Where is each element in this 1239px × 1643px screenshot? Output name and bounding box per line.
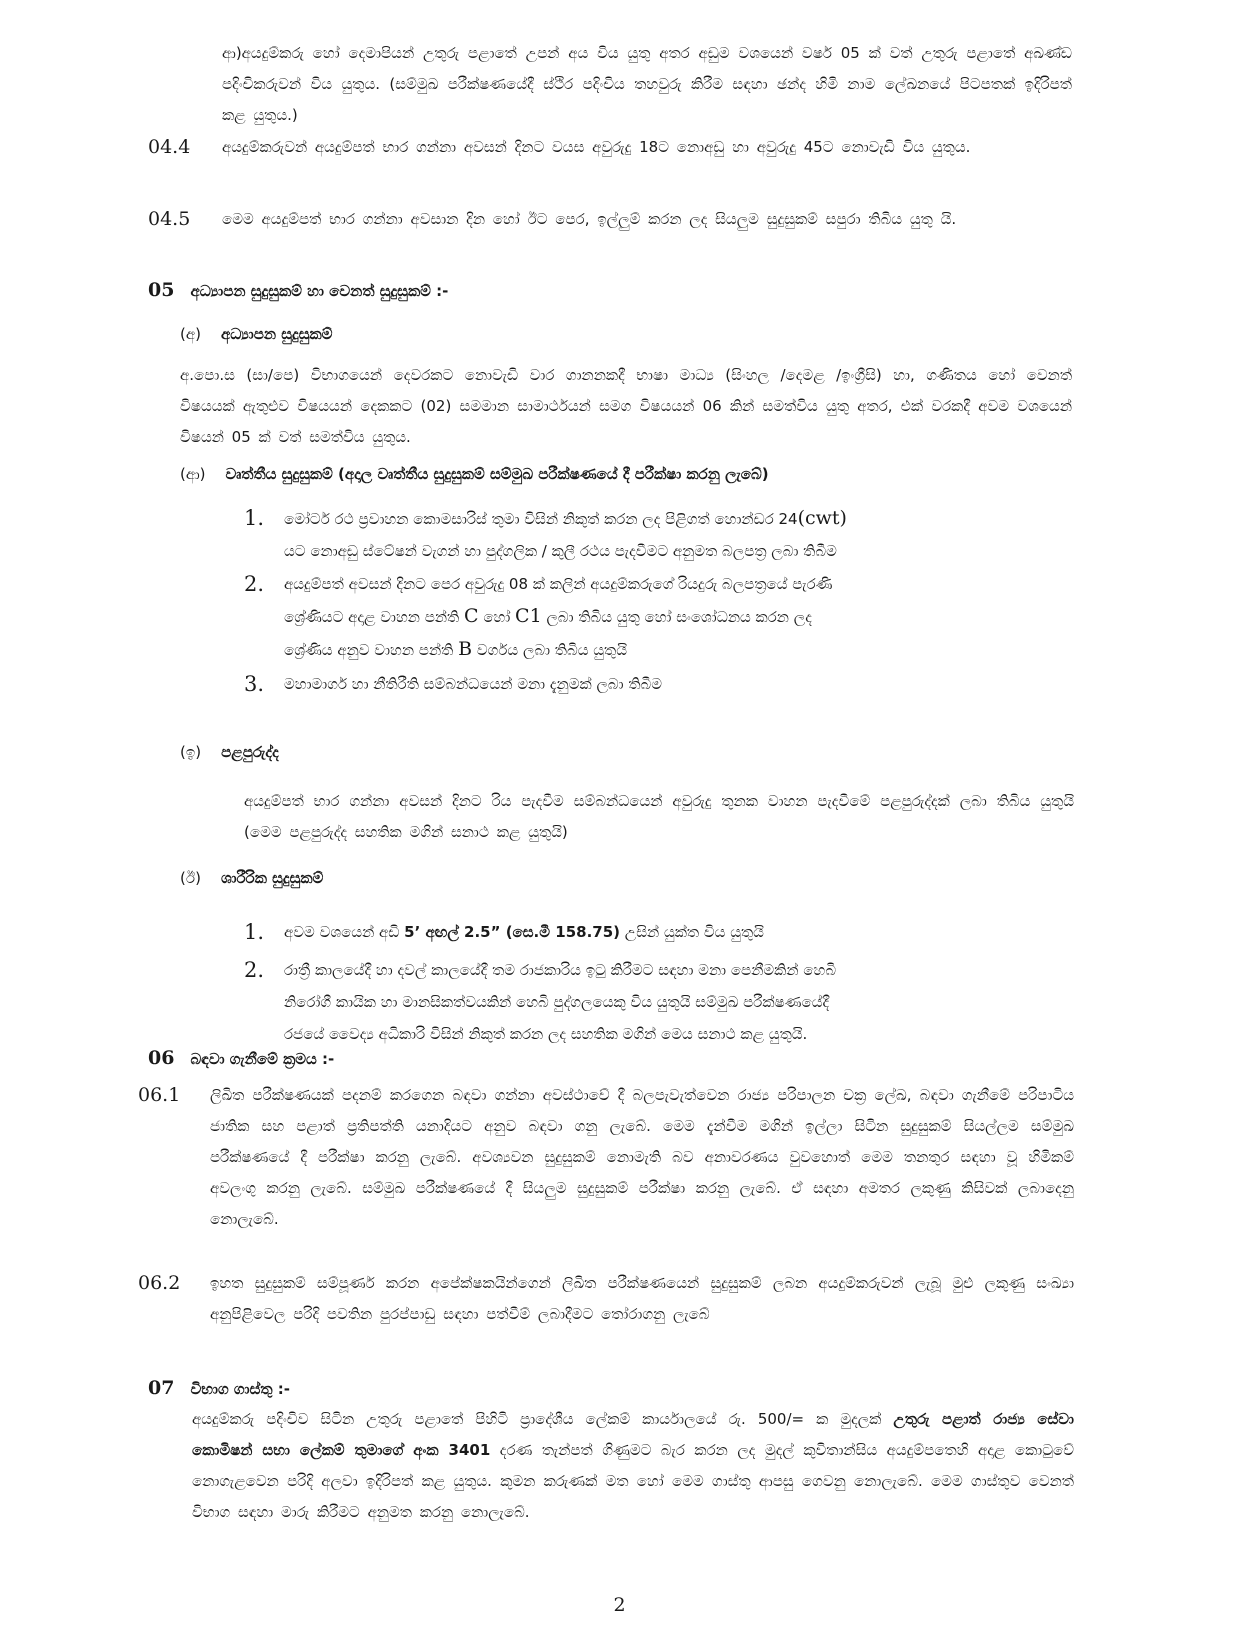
list-number: 2. <box>244 572 265 596</box>
page-number: 2 <box>613 1594 626 1616</box>
section-07-heading <box>148 1374 290 1403</box>
section-05-title: අධ්‍යාපන සුදුසුකම් හා වෙනත් සුදුසුකම් :- <box>190 282 449 300</box>
section-06-heading <box>148 1044 334 1073</box>
item-06-1-number: 06.1 <box>138 1084 181 1106</box>
section-05-heading <box>148 276 448 305</box>
item-06-2-text: ඉහත සුදුසුකම් සම්පූර්ණ කරන අපේක්ෂකයින්ගෙන් ලිඛිත පරීක්ෂණයෙන් සුදුසුකම් ලබන අයදුම්කරුවන් ලැබූ මුළු ලකුණු සංඛ්‍යා අනුපිළිවෙල පරිදි පවතින පුරප්පාඩු සඳහා පත්වීම් ලබාදීමට තෝරාගනු ලැබේ <box>210 1274 1074 1323</box>
section-05-aa-heading <box>180 460 769 488</box>
section-04-aa-continued: ආ)අයදුම්කරු හෝ දෙමාපියන් උතුරු පළාතේ උපන් අය විය යුතු අතර අඩුම වශයෙන් වර්ෂ 05 ක් වත් උතුරු පළාතේ අඛණ්ඩ පදිංචිකරුවන් විය යුතුය. (සම්මුඛ පරීක්ෂණයේදී ස්ථිර පදිංචිය තහවුරු කිරීම සඳහා ඡන්ද හිමි නාම ලේඛනයේ පිටපතක් ඉදිරිපත් කළ යුතුය.) <box>222 44 1072 124</box>
section-05-i-text: අයදුම්පත් භාර ගන්නා අවසන් දිනට රිය පැදවීම සම්බන්ධයෙන් අවුරුදු තුනක වාහන පැදවීමේ පළපුරුද්දක් ලබා තිබිය යුතුයි (මෙම පළපුරුද්ද සහතික මගින් සනාථ කළ යුතුයි) <box>244 792 1074 841</box>
list-number: 3. <box>244 672 265 696</box>
list-text-line: උසින් යුක්ත විය යුතුයි <box>620 923 764 941</box>
item-06-1-text: ලිඛිත පරීක්ෂණයක් පදනම් කරගෙන බඳවා ගන්නා අවස්ථාවේ දී බලපැවැත්වෙන රාජ්‍ය පරිපාලන චක්‍ර ලේඛ, බඳවා ගැනීමේ පරිපාටිය ජාතික සහ පළාත් ප්‍රතිපත්ති යනාදියට අනුව බඳවා ගනු ලැබේ. මෙම දැන්වීම මගින් ඉල්ලා සිටින සුදුසුකම් සියල්ලම සම්මුඛ පරීක්ෂණයේ දී පරීක්ෂා කරනු ලැබේ. අවශ්‍යවන සුදුසුකම් නොමැති බව අනාවරණය වුවහොත් මෙම තනතුර සඳහා වූ හිමිකම් අවලංගු කරනු ලැබේ. සම්මුඛ පරීක්ෂණයේ දී සියලුම සුදුසුකම් පරීක්ෂා කරනු ලැබේ. ඒ සඳහා අමතර ලකුණු කිසිවක් ලබාදෙනු නොලැබේ. <box>210 1086 1074 1228</box>
section-05-i-heading <box>180 738 279 766</box>
item-04-4-text: අයදුම්කරුවන් අයදුම්පත් භාර ගන්නා අවසන් දිනට වයස අවුරුදු 18ට නොඅඩු හා අවුරුදු 45ට නොවැඩි විය යුතුය. <box>222 138 971 156</box>
list-number: 1. <box>244 920 265 944</box>
list-text-line: අයදුම්පත් අවසන් දිනට පෙර අවුරුදු 08 ක් කලින් අයදුම්කරුගේ රියදුරු බලපත්‍රයේ පැරණි <box>284 575 833 593</box>
item-06-2-number: 06.2 <box>138 1272 181 1294</box>
section-05-ii-marker: (ඊ) <box>180 869 201 887</box>
item-04-5-text: මෙම අයදුම්පත් භාර ගන්නා අවසාන දින හෝ ඊට පෙර, ඉල්ලුම් කරන ලද සියලුම සුදුසුකම් සපුරා තිබිය යුතු යි. <box>222 210 957 228</box>
section-05-a-title: අධ්‍යාපන සුදුසුකම් <box>220 325 333 343</box>
section-05-ii-heading <box>180 864 323 892</box>
item-04-5-number: 04.5 <box>148 208 191 230</box>
list-number: 1. <box>244 506 265 530</box>
list-text-bold: 5’ අඟල් 2.5” (සෙ.මී 158.75) <box>404 923 621 941</box>
list-item <box>244 568 1074 664</box>
list-text-line: මෝටර් රථ ප්‍රවාහන කොමසාරිස් තුමා විසින් නිකුත් කරන ලද පිළිගත් හොන්ඩර 24 <box>284 510 798 528</box>
section-05-i-title: පළපුරුද්ද <box>221 743 279 761</box>
section-06-number: 06 <box>148 1047 175 1069</box>
list-item <box>244 502 1074 566</box>
list-text-line: මහාමාර්ග හා නීතිරීති සම්බන්ධයෙන් මනා දැනුමක් ලබා තිබීම <box>284 675 663 693</box>
list-item <box>244 954 1074 1050</box>
list-text-line: ශ්‍රේණිය අනුව වාහන පන්ති <box>284 641 459 659</box>
section-05-aa-marker: (ආ) <box>180 465 206 483</box>
section-07-text-b: දරණ තැන්පත් ගිණුමට බැර කරන ලද මුදල් කුවිතාන්සිය අයදුම්පතෙහි අදාළ කොටුවේ නොගැළවෙන පරිදි අලවා ඉදිරිපත් කළ යුතුය. කුමන කරුණක් මත හෝ මෙම ගාස්තු ආපසු ගෙවනු නොලැබේ. මෙම ගාස්තුව වෙනත් විභාග සඳහා මාරු කිරීමට අනුමත කරනු නොලැබේ. <box>192 1441 1074 1521</box>
list-number: 2. <box>244 958 265 982</box>
section-06-title: බඳවා ගැනීමේ ක්‍රමය :- <box>190 1050 335 1068</box>
section-05-number: 05 <box>148 279 175 301</box>
list-text-line: යට නොඅඩු ස්ටේෂන් වැගන් හා පුද්ගලික / කුලී රථය පැදවීමට අනුමත බලපත්‍ර ලබා තිබීම <box>284 542 837 560</box>
list-text-line: ශ්‍රේණියට අදාළ වාහන පන්ති <box>284 608 464 626</box>
list-text-line: අවම වශයෙන් අඩි <box>284 923 405 941</box>
section-07-text <box>192 1404 1074 1528</box>
list-text-latin: B <box>458 638 473 660</box>
section-05-ii-title: ශාරීරික සුදුසුකම් <box>220 869 324 887</box>
section-05-aa-title: වෘත්තීය සුදුසුකම් (අදාල වෘත්තීය සුදුසුකම් සම්මුඛ පරීක්ෂණයේ දී පරීක්ෂා කරනු ලැබේ) <box>225 465 769 483</box>
section-07-title: විභාග ගාස්තු :- <box>190 1380 290 1398</box>
list-text-line: නිරෝගී කායික හා මානසිකත්වයකින් හෙබි පුද්ගලයෙකු විය යුතුයි සම්මුඛ පරීක්ෂණයේදී <box>284 993 830 1011</box>
list-text-line: වර්ගය ලබා තිබිය යුතුයි <box>472 641 628 659</box>
item-04-4-number: 04.4 <box>148 136 191 158</box>
section-05-a-text: අ.පො.ස (සා/පෙ) විභාගයෙන් දෙවරකට නොවැඩි වාර ගානනකදී භාෂා මාධ්‍ය (සිංහල /දෙමළ /ඉංග්‍රීසි) හා, ගණිතය හෝ වෙනත් විෂයයක් ඇතුළුව විෂයයන් දෙකකට (02) සමමාන සාමාර්ථයන් සමග විෂයයන් 06 කින් සමත්විය යුතු අතර, එක් වරකදී අවම වශයෙන් විෂයන් 05 ක් වත් සමත්විය යුතුය. <box>180 366 1072 446</box>
section-05-a-marker: (අ) <box>180 325 201 343</box>
section-05-a-heading <box>180 320 332 348</box>
section-07-text-a: අයදුම්කරු පදිංචිව සිටින උතුරු පළාතේ පිහිටි ප්‍රාදේශීය ලේකම් කාර්යාලයේ රු. 500/= ක මුදලක් <box>192 1410 882 1428</box>
section-07-number: 07 <box>148 1377 175 1399</box>
list-item <box>244 916 1074 948</box>
list-text-line: හෝ <box>478 608 516 626</box>
list-text-line: රජයේ වෛද්‍ය අධිකාරි විසින් නිකුත් කරන ලද සහතික මගින් මෙය සනාථ කළ යුතුයි. <box>284 1025 808 1043</box>
list-text-line: රාත්‍රී කාලයේදී හා දවල් කාලයේදී තම රාජකාරිය ඉටු කිරීමට සඳහා මනා පෙනීමකින් හෙබි <box>284 961 837 979</box>
list-text-latin: C <box>464 605 479 627</box>
list-text-latin: C1 <box>515 605 542 627</box>
section-07-text-bold: උතුරු පළාත් රාජ්‍ය සේවා කොමිෂන් සභා ලේකම් තුමාගේ අංක 3401 <box>192 1410 1074 1459</box>
list-text-line: ලබා තිබිය යුතු හෝ සංශෝධනය කරන ලද <box>541 608 812 626</box>
list-item <box>244 668 1074 700</box>
list-text-latin: (cwt) <box>797 507 847 529</box>
section-05-i-marker: (ඉ) <box>180 743 202 761</box>
